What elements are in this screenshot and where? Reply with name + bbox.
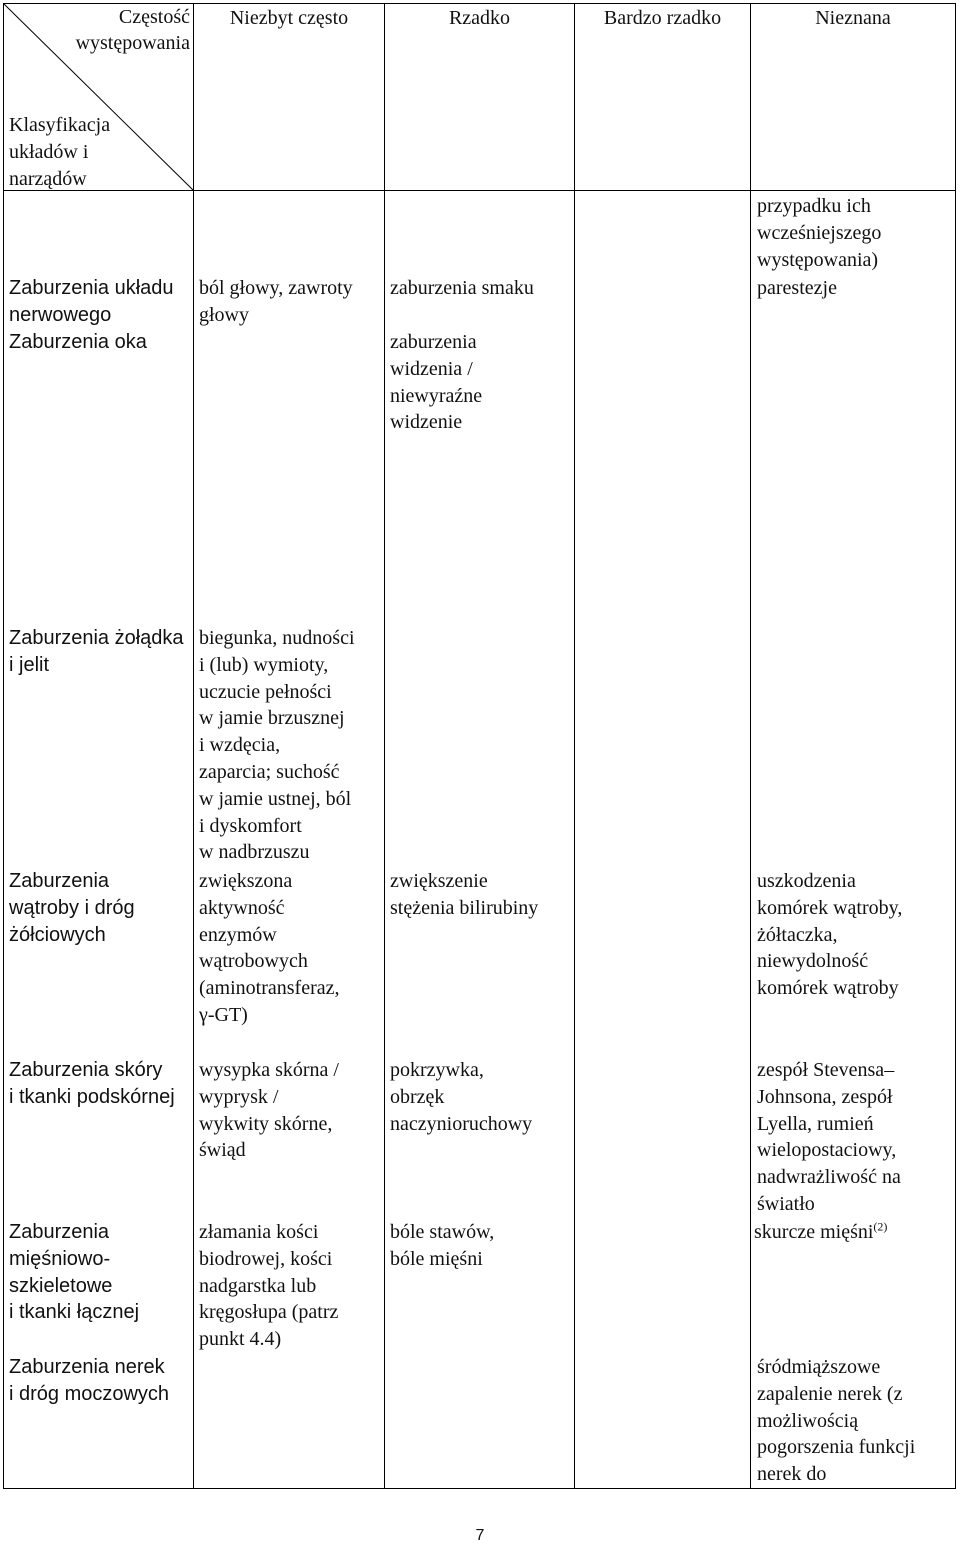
- cell-skin-niezbyt-czesto: wysypka skórna / wyprysk / wykwity skórne, świąd: [199, 1059, 339, 1162]
- column-divider-4: [750, 3, 751, 1489]
- page-number: 7: [475, 1527, 485, 1544]
- cell-hepato-niezbyt-czesto: zwiększona aktywność enzymów wątrobowych (aminotransferaz, γ-GT): [199, 870, 340, 1026]
- corner-header-classification: Klasyfikacja układów i narządów: [9, 114, 111, 190]
- cell-skin-nieznana: zespół Stevensa– Johnsona, zespół Lyella, rumień wielopostaciowy, nadwrażliwość na światło: [757, 1059, 901, 1215]
- cell-eye-rzadko: zaburzenia widzenia / niewyraźne widzenie: [390, 331, 483, 434]
- column-header-bardzo-rzadko: Bardzo rzadko: [603, 7, 722, 29]
- cell-nervous-niezbyt-czesto: ból głowy, zawroty głowy: [199, 277, 353, 326]
- class-musculoskeletal: Zaburzenia mięśniowo- szkieletowe i tkanki łącznej: [9, 1221, 140, 1324]
- class-gastrointestinal: Zaburzenia żołądka i jelit: [9, 627, 184, 676]
- table-border-left: [3, 3, 4, 1489]
- column-divider-2: [384, 3, 385, 1489]
- overflow-continuation-text: przypadku ich wcześniejszego występowania): [757, 195, 882, 271]
- column-header-rzadko: Rzadko: [448, 7, 511, 29]
- footnote-marker: (2): [873, 1219, 888, 1234]
- cell-renal-nieznana: śródmiąższowe zapalenie nerek (z możliwością pogorszenia funkcji nerek do: [757, 1356, 916, 1486]
- table-border-right: [955, 3, 956, 1489]
- cell-musculo-nieznana: [754, 1219, 953, 1246]
- class-skin: Zaburzenia skóry i tkanki podskórnej: [9, 1059, 175, 1108]
- column-header-niezbyt-czesto: Niezbyt często: [229, 7, 349, 29]
- class-eye: Zaburzenia oka: [9, 331, 147, 353]
- class-renal: Zaburzenia nerek i dróg moczowych: [9, 1356, 170, 1405]
- cell-hepato-rzadko: zwiększenie stężenia bilirubiny: [390, 870, 539, 919]
- column-header-nieznana: Nieznana: [815, 7, 891, 29]
- class-hepatobiliary: Zaburzenia wątroby i dróg żółciowych: [9, 870, 135, 946]
- cell-gastro-niezbyt-czesto: biegunka, nudności i (lub) wymioty, uczucie pełności w jamie brzusznej i wzdęcia, zaparcia; suchość w jamie ustnej, ból i dyskomfort w nadbrzuszu: [199, 627, 355, 864]
- cell-hepato-nieznana: uszkodzenia komórek wątroby, żółtaczka, niewydolność komórek wątroby: [757, 870, 903, 1000]
- cell-musculo-niezbyt-czesto: złamania kości biodrowej, kości nadgarstka lub kręgosłupa (patrz punkt 4.4): [199, 1221, 339, 1351]
- class-nervous-system: Zaburzenia układu nerwowego: [9, 277, 174, 326]
- cell-skin-rzadko: pokrzywka, obrzęk naczynioruchowy: [390, 1059, 533, 1135]
- table-border-bottom: [3, 1488, 956, 1489]
- cell-nervous-nieznana: parestezje: [757, 277, 837, 299]
- cell-nervous-rzadko: zaburzenia smaku: [390, 277, 534, 299]
- cell-musculo-rzadko: bóle stawów, bóle mięśni: [390, 1221, 495, 1270]
- corner-header-frequency: Częstość występowania: [75, 6, 190, 54]
- column-divider-3: [574, 3, 575, 1489]
- column-divider-1: [193, 3, 194, 1489]
- cell-musculo-nieznana-text: skurcze mięśni: [754, 1221, 874, 1243]
